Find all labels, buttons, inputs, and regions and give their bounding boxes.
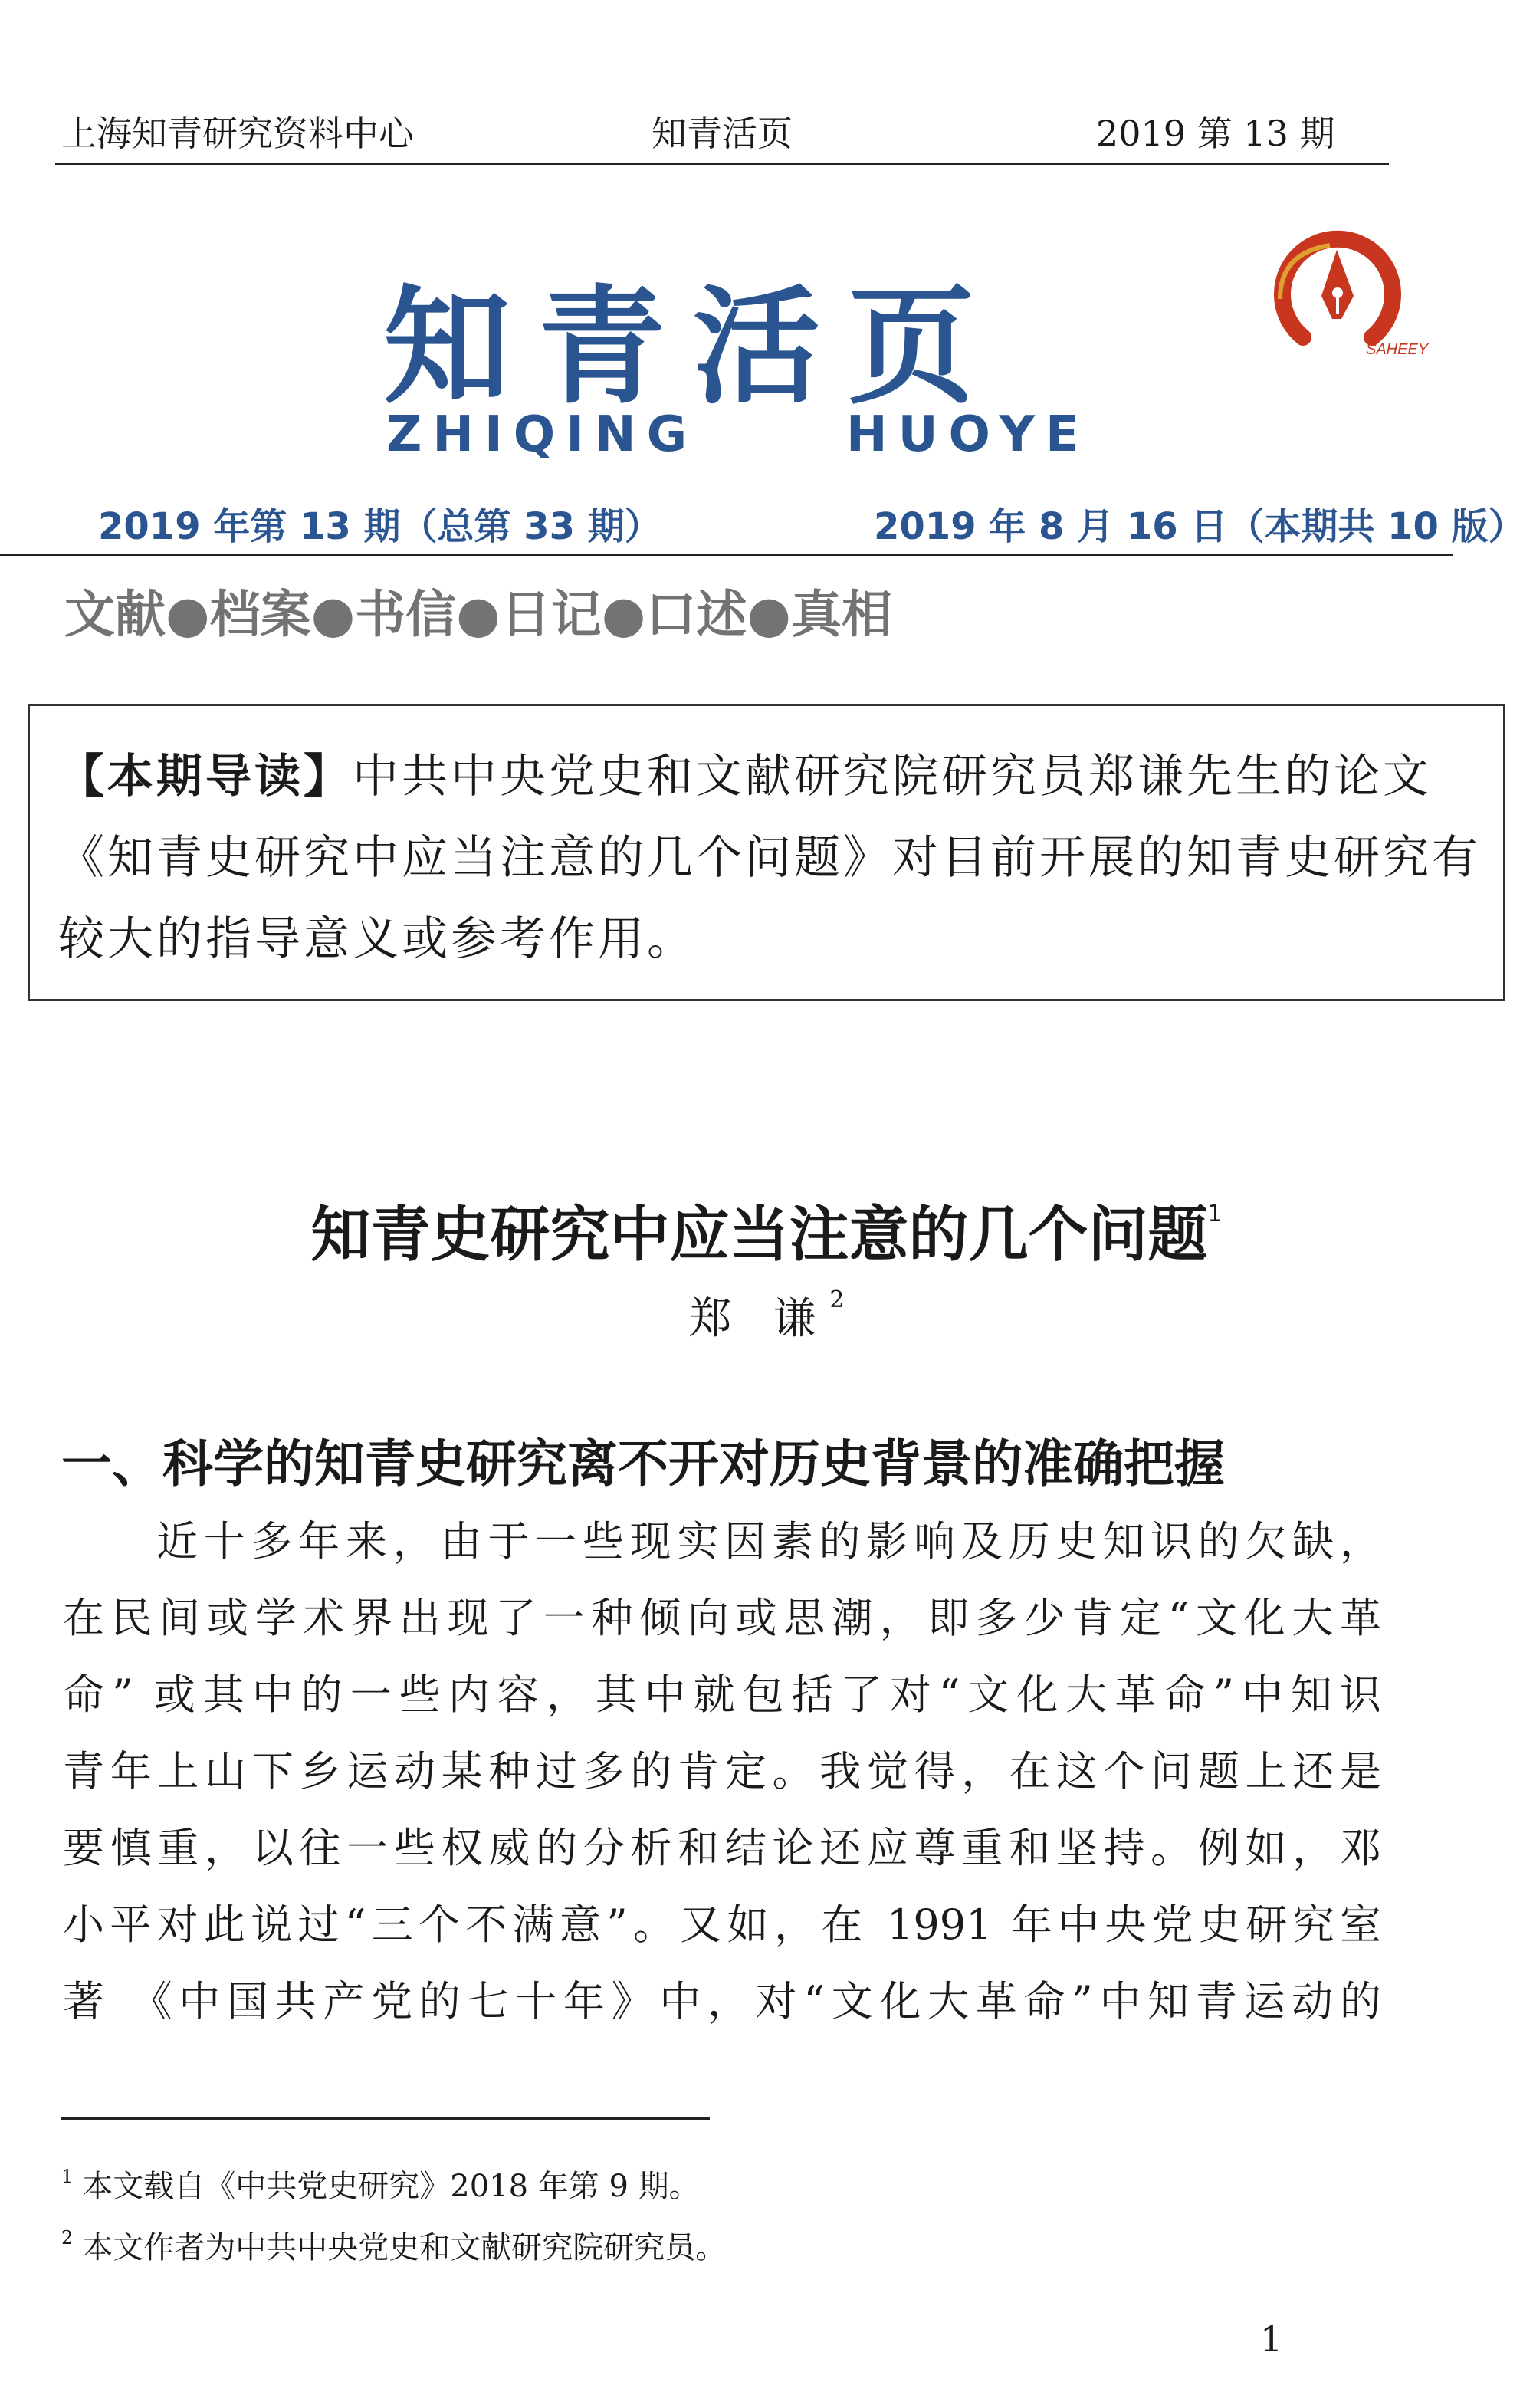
footnote-number: 2 — [61, 2227, 74, 2249]
page-number: 1 — [1260, 2318, 1283, 2360]
author-footnote-ref: 2 — [829, 1286, 845, 1313]
footnote — [61, 2162, 700, 2206]
body-line: 在民间或学术界出现了一种倾向或思潮，即多少肯定“文化大革 — [63, 1594, 1381, 1642]
logo-caption: SAHEEY — [1366, 341, 1429, 358]
section-heading: 一、科学的知青史研究离不开对历史背景的准确把握 — [61, 1434, 1225, 1493]
guide-body: 中共中央党史和文献研究院研究员郑谦先生的论文《知青史研究中应当注意的几个问题》对目前开展的知青史研究有较大的指导意义或参考作用。 — [58, 750, 1481, 966]
masthead-pinyin-zhiqing: ZHIQING — [386, 406, 698, 463]
issue-number: 2019 年第 13 期（总第 33 期） — [98, 505, 661, 548]
footnote-divider — [61, 2117, 710, 2120]
running-header-title: 知青活页 — [652, 113, 793, 154]
article-title — [0, 1187, 1533, 1273]
body-line: 命” 或其中的一些内容，其中就包括了对“文化大革命”中知识 — [63, 1670, 1381, 1719]
masthead-divider — [0, 554, 1453, 556]
article-author — [0, 1285, 1533, 1346]
body-line: 小平对此说过“三个不满意”。又如，在 1991 年中央党史研究室 — [63, 1900, 1381, 1949]
publisher-logo-icon — [1257, 222, 1429, 360]
tagline: 文献●档案●书信●日记●口述●真相 — [64, 585, 892, 644]
body-line: 青年上山下乡运动某种过多的肯定。我觉得，在这个问题上还是 — [63, 1747, 1381, 1795]
footnote-number: 1 — [61, 2166, 74, 2187]
author-name: 郑 谦 — [688, 1294, 830, 1344]
body-line: 要慎重，以往一些权威的分析和结论还应尊重和坚持。例如，邓 — [63, 1824, 1381, 1872]
masthead-title: 知青活页 — [383, 274, 1003, 422]
title-footnote-ref: 1 — [1207, 1201, 1223, 1227]
masthead-pinyin-huoye: HUOYE — [846, 406, 1090, 463]
body-line: 著 《中国共产党的七十年》中，对“文化大革命”中知青运动的 — [63, 1977, 1381, 2025]
guide-text — [58, 736, 1484, 980]
body-line: 近十多年来，由于一些现实因素的影响及历史知识的欠缺， — [156, 1517, 1381, 1565]
guide-label: 【本期导读】 — [58, 750, 353, 803]
footnote — [61, 2223, 726, 2267]
header-divider — [55, 163, 1389, 165]
footnote-text: 本文作者为中共中央党史和文献研究院研究员。 — [82, 2230, 727, 2265]
issue-date: 2019 年 8 月 16 日（本期共 10 版） — [874, 505, 1525, 548]
footnote-text: 本文载自《中共党史研究》2018 年第 9 期。 — [82, 2169, 700, 2204]
running-header-issue: 2019 第 13 期 — [1096, 113, 1335, 154]
running-header-publisher: 上海知青研究资料中心 — [61, 113, 414, 154]
article-title-text: 知青史研究中应当注意的几个问题 — [310, 1201, 1208, 1270]
